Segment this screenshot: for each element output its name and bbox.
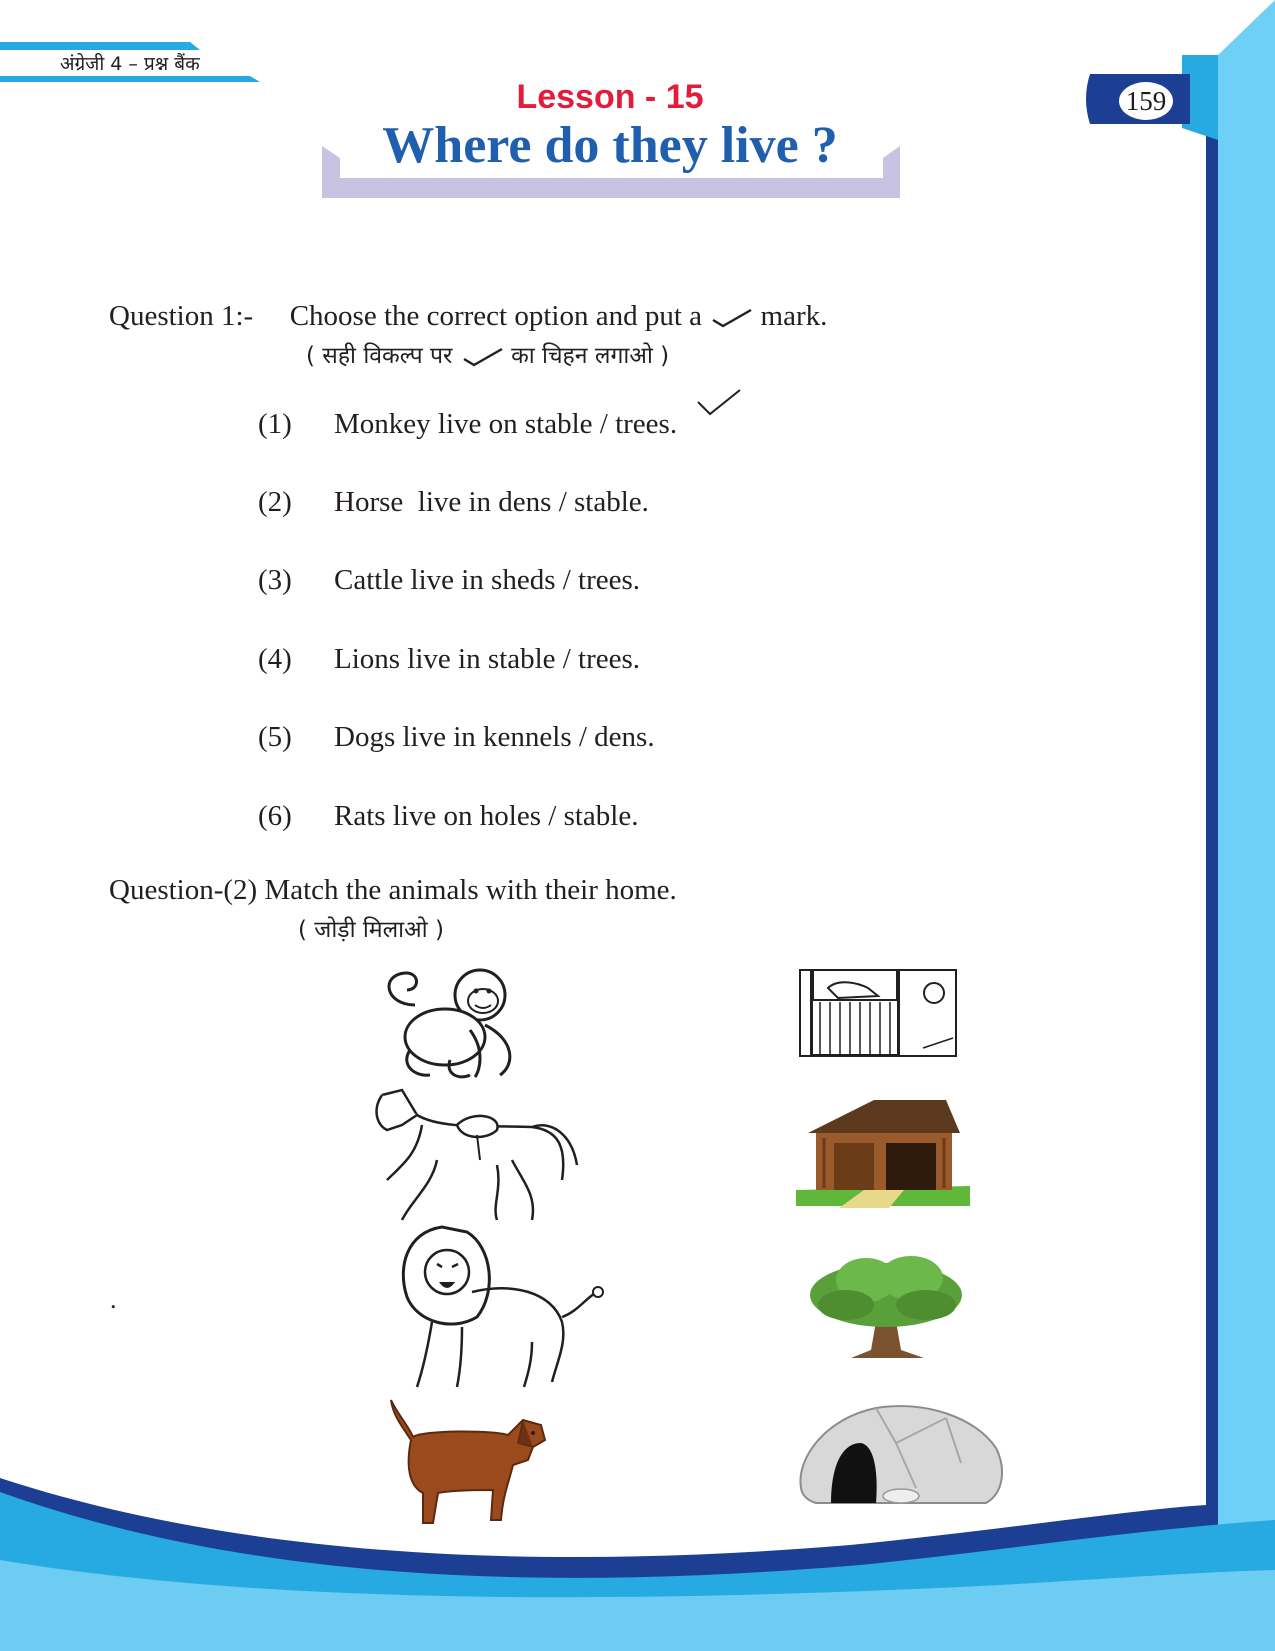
item-number: (4) xyxy=(258,643,292,675)
question1-instruction-end: mark. xyxy=(760,300,828,332)
monkey-icon xyxy=(375,965,535,1085)
dog-icon xyxy=(383,1395,553,1530)
item-number: (5) xyxy=(258,721,292,753)
lion-icon xyxy=(392,1222,604,1392)
question1-hindi-start: ( सही विकल्प पर xyxy=(306,343,453,369)
horse-icon xyxy=(362,1085,587,1225)
page-number: 159 xyxy=(1125,86,1167,116)
lesson-title: Where do they live ? xyxy=(382,117,838,174)
check-mark-icon xyxy=(460,347,504,367)
shed-icon xyxy=(794,1098,972,1208)
question1-instruction: Choose the correct option and put a xyxy=(289,300,703,332)
question2-hindi: ( जोड़ी मिलाओ ) xyxy=(298,917,444,943)
question1-hindi xyxy=(306,338,669,370)
question1-hindi-end: का चिहन लगाओ ) xyxy=(511,343,670,369)
question1-heading xyxy=(109,300,827,333)
check-mark-icon xyxy=(709,308,753,328)
stable-icon xyxy=(798,968,958,1060)
item-number: (1) xyxy=(258,408,292,440)
item-number: (3) xyxy=(258,564,292,596)
item-text: Cattle live in sheds / trees. xyxy=(334,564,641,596)
stray-mark: . xyxy=(110,1285,117,1314)
item-text: Lions live in stable / trees. xyxy=(334,643,641,675)
item-number: (6) xyxy=(258,800,292,832)
lesson-label: Lesson - 15 xyxy=(516,78,704,116)
den-icon xyxy=(796,1398,1008,1508)
question1-label: Question 1:- xyxy=(109,300,254,332)
item-text: Horse live in dens / stable. xyxy=(334,486,649,518)
answer-check-mark-icon xyxy=(696,388,742,420)
item-text: Dogs live in kennels / dens. xyxy=(334,721,655,753)
question2-label: Question-(2) xyxy=(109,874,258,906)
item-text: Monkey live on stable / trees. xyxy=(334,408,678,440)
book-header-label: अंग्रेजी 4 – प्रश्न बैंक xyxy=(60,53,200,75)
question2-heading xyxy=(109,874,677,907)
item-number: (2) xyxy=(258,486,292,518)
tree-icon xyxy=(806,1250,968,1362)
item-text: Rats live on holes / stable. xyxy=(334,800,639,832)
question2-instruction: Match the animals with their home. xyxy=(264,874,677,906)
